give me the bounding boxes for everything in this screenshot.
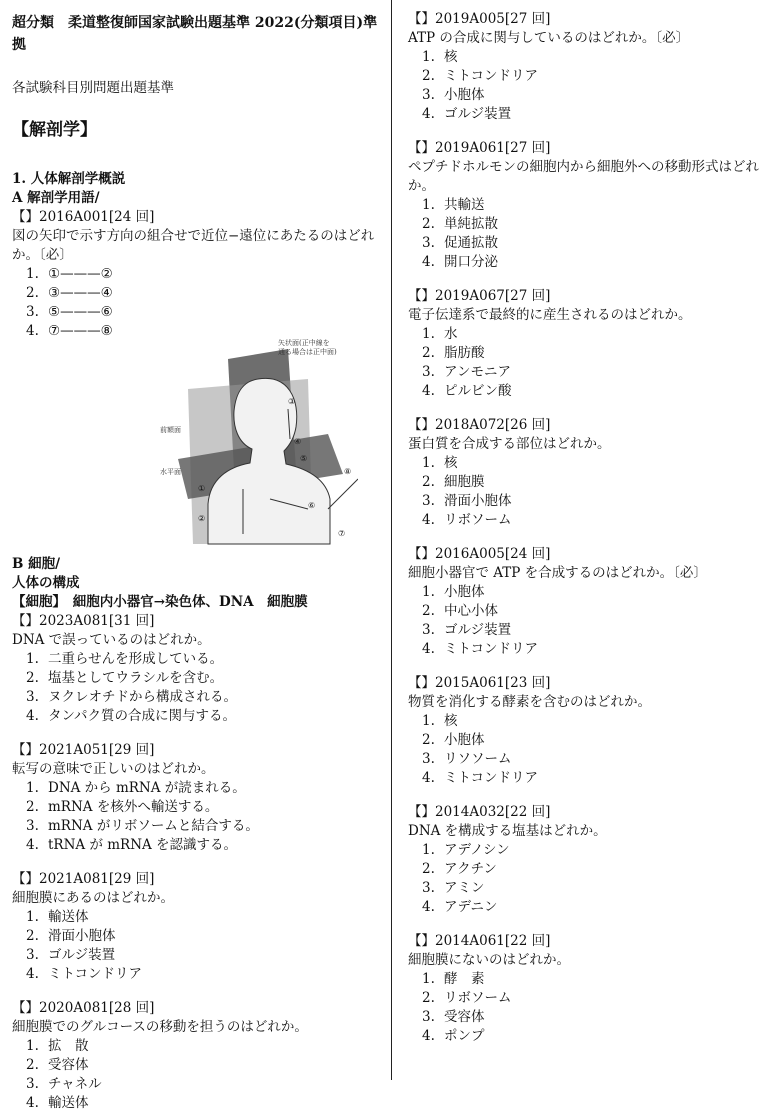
figure-marker: ④ — [294, 437, 302, 446]
option-item: 4. tRNA が mRNA を認識する。 — [26, 837, 238, 853]
option-item: 1. 水 — [422, 326, 458, 342]
option-item: 2. 小胞体 — [422, 732, 485, 748]
figure-marker: ② — [198, 514, 206, 523]
option-list — [408, 48, 770, 124]
figure-marker: ③ — [288, 397, 296, 406]
option-list — [12, 779, 384, 855]
option-item: 3. ヌクレオチドから構成される。 — [26, 689, 237, 705]
option-item: 1. 小胞体 — [422, 584, 485, 600]
option-item: 3. チャネル — [26, 1076, 102, 1092]
section-heading: 【解剖学】 — [12, 120, 97, 140]
question-text: 細胞膜にないのはどれか。 — [408, 952, 570, 968]
option-list — [408, 970, 770, 1046]
subchapter-heading-b: B 細胞/ — [12, 556, 61, 572]
option-list — [12, 908, 384, 984]
option-item: 3. mRNA がリボソームと結合する。 — [26, 818, 259, 834]
question-id: 【】2019A005[27 回] — [408, 11, 551, 27]
question-text: 細胞小器官で ATP を合成するのはどれか。〔必〕 — [408, 565, 707, 581]
option-item: 4. ⑦———⑧ — [26, 323, 113, 339]
option-item: 2. mRNA を核外へ輸送する。 — [26, 799, 219, 815]
figure-marker: ① — [198, 484, 206, 493]
question-id: 【】2019A061[27 回] — [408, 140, 551, 156]
option-item: 1. 核 — [422, 455, 458, 471]
option-item: 4. ポンプ — [422, 1028, 485, 1044]
option-item: 4. ミトコンドリア — [422, 641, 538, 657]
question-id: 【】2023A081[31 回] — [12, 613, 155, 629]
chapter-heading: 1. 人体解剖学概説 — [12, 171, 126, 187]
question-id: 【】2019A067[27 回] — [408, 288, 551, 304]
question-block — [12, 741, 384, 855]
option-item: 4. ミトコンドリア — [26, 966, 142, 982]
question-id: 【】2018A072[26 回] — [408, 417, 551, 433]
option-item: 3. 促通拡散 — [422, 235, 498, 251]
option-item: 1. 共輸送 — [422, 197, 485, 213]
arrow-line — [328, 479, 358, 509]
option-item: 1. 核 — [422, 49, 458, 65]
question-text: 物質を消化する酵素を含むのはどれか。 — [408, 694, 651, 710]
question-text: 図の矢印で示す方向の組合せで近位−遠位にあたるのはどれか。〔必〕 — [12, 228, 375, 263]
option-item: 2. 塩基としてウラシルを含む。 — [26, 670, 224, 686]
option-item: 2. 中心小体 — [422, 603, 498, 619]
option-item: 3. アミン — [422, 880, 485, 896]
right-column — [408, 10, 770, 1046]
option-item: 1. DNA から mRNA が読まれる。 — [26, 780, 246, 796]
option-list — [12, 265, 384, 341]
question-id: 【】2020A081[28 回] — [12, 1000, 155, 1016]
subchapter-heading-c: 人体の構成 — [12, 575, 80, 591]
question-text: 蛋白質を合成する部位はどれか。 — [408, 436, 611, 452]
option-list — [408, 196, 770, 272]
question-id: 【】2021A081[29 回] — [12, 871, 155, 887]
question-block — [408, 932, 770, 1046]
option-item: 4. ミトコンドリア — [422, 770, 538, 786]
option-item: 1. 輸送体 — [26, 909, 89, 925]
question-text: 電子伝達系で最終的に産生されるのはどれか。 — [408, 307, 692, 323]
question-block — [408, 674, 770, 788]
figure-label-frontal: 前額面 — [160, 426, 181, 434]
question-id: 【】2015A061[23 回] — [408, 675, 551, 691]
figure-marker: ⑦ — [338, 529, 346, 538]
option-item: 2. 細胞膜 — [422, 474, 485, 490]
question-block — [408, 803, 770, 917]
option-list — [408, 325, 770, 401]
option-item: 2. リボソーム — [422, 990, 512, 1006]
option-item: 1. 拡 散 — [26, 1038, 89, 1054]
option-item: 3. ゴルジ装置 — [26, 947, 116, 963]
document-title: 超分類 柔道整復師国家試験出題基準 2022(分類項目)準拠 — [12, 15, 378, 53]
question-id: 【】2016A005[24 回] — [408, 546, 551, 562]
anatomical-planes-figure — [38, 339, 358, 549]
figure-marker: ⑤ — [300, 454, 308, 463]
question-block — [408, 287, 770, 401]
option-item: 3. 小胞体 — [422, 87, 485, 103]
option-item: 3. ⑤———⑥ — [26, 304, 113, 320]
option-item: 1. 二重らせんを形成している。 — [26, 651, 224, 667]
option-item: 1. 酵 素 — [422, 971, 485, 987]
question-block — [408, 416, 770, 530]
question-id: 【】2021A051[29 回] — [12, 742, 155, 758]
option-list — [408, 583, 770, 659]
question-text: DNA で誤っているのはどれか。 — [12, 632, 211, 648]
question-text: ATP の合成に関与しているのはどれか。〔必〕 — [408, 30, 690, 46]
option-item: 3. リソソーム — [422, 751, 512, 767]
option-item: 4. 開口分泌 — [422, 254, 498, 270]
figure-marker: ⑧ — [344, 467, 352, 476]
question-block — [408, 545, 770, 659]
question-text: 転写の意味で正しいのはどれか。 — [12, 761, 215, 777]
question-text: DNA を構成する塩基はどれか。 — [408, 823, 607, 839]
option-item: 1. 核 — [422, 713, 458, 729]
option-item: 4. ゴルジ装置 — [422, 106, 512, 122]
option-list — [408, 841, 770, 917]
option-item: 2. 脂肪酸 — [422, 345, 485, 361]
option-item: 2. アクチン — [422, 861, 497, 877]
option-item: 4. タンパク質の合成に関与する。 — [26, 708, 237, 724]
option-item: 2. ミトコンドリア — [422, 68, 538, 84]
option-item: 3. 滑面小胞体 — [422, 493, 512, 509]
option-item: 2. 単純拡散 — [422, 216, 498, 232]
option-item: 2. 滑面小胞体 — [26, 928, 116, 944]
question-block — [408, 10, 770, 124]
question-block — [12, 999, 384, 1113]
option-item: 3. ゴルジ装置 — [422, 622, 512, 638]
option-item: 4. 輸送体 — [26, 1095, 89, 1111]
column-divider — [391, 0, 392, 1080]
option-item: 3. アンモニア — [422, 364, 511, 380]
option-item: 1. アデノシン — [422, 842, 510, 858]
question-id: 【】2014A061[22 回] — [408, 933, 551, 949]
question-text: 細胞膜にあるのはどれか。 — [12, 890, 174, 906]
subchapter-heading-a: A 解剖学用語/ — [12, 190, 100, 206]
option-list — [12, 1037, 384, 1113]
option-item: 4. ピルビン酸 — [422, 383, 512, 399]
question-block — [12, 870, 384, 984]
topic-heading: 【細胞】 細胞内小器官→染色体、DNA 細胞膜 — [12, 594, 308, 610]
option-list — [408, 454, 770, 530]
figure-label-sagittal: 矢状面(正中線を 通る場合は正中面) — [278, 339, 337, 356]
option-list — [408, 712, 770, 788]
option-item: 2. ③———④ — [26, 285, 113, 301]
option-item: 4. リボソーム — [422, 512, 512, 528]
option-item: 1. ①———② — [26, 266, 113, 282]
question-block — [12, 612, 384, 726]
option-item: 4. アデニン — [422, 899, 498, 915]
question-text: ペプチドホルモンの細胞内から細胞外への移動形式はどれか。 — [408, 159, 759, 194]
question-block — [12, 208, 384, 341]
option-list — [12, 650, 384, 726]
option-item: 2. 受容体 — [26, 1057, 89, 1073]
left-column — [12, 0, 384, 1113]
option-item: 3. 受容体 — [422, 1009, 485, 1025]
question-id: 【】2016A001[24 回] — [12, 209, 155, 225]
document-subtitle: 各試験科目別問題出題基準 — [12, 80, 174, 96]
figure-label-horizontal: 水平面 — [160, 468, 181, 476]
question-id: 【】2014A032[22 回] — [408, 804, 551, 820]
question-text: 細胞膜でのグルコースの移動を担うのはどれか。 — [12, 1019, 308, 1035]
question-block — [408, 139, 770, 272]
figure-marker: ⑥ — [308, 501, 316, 510]
